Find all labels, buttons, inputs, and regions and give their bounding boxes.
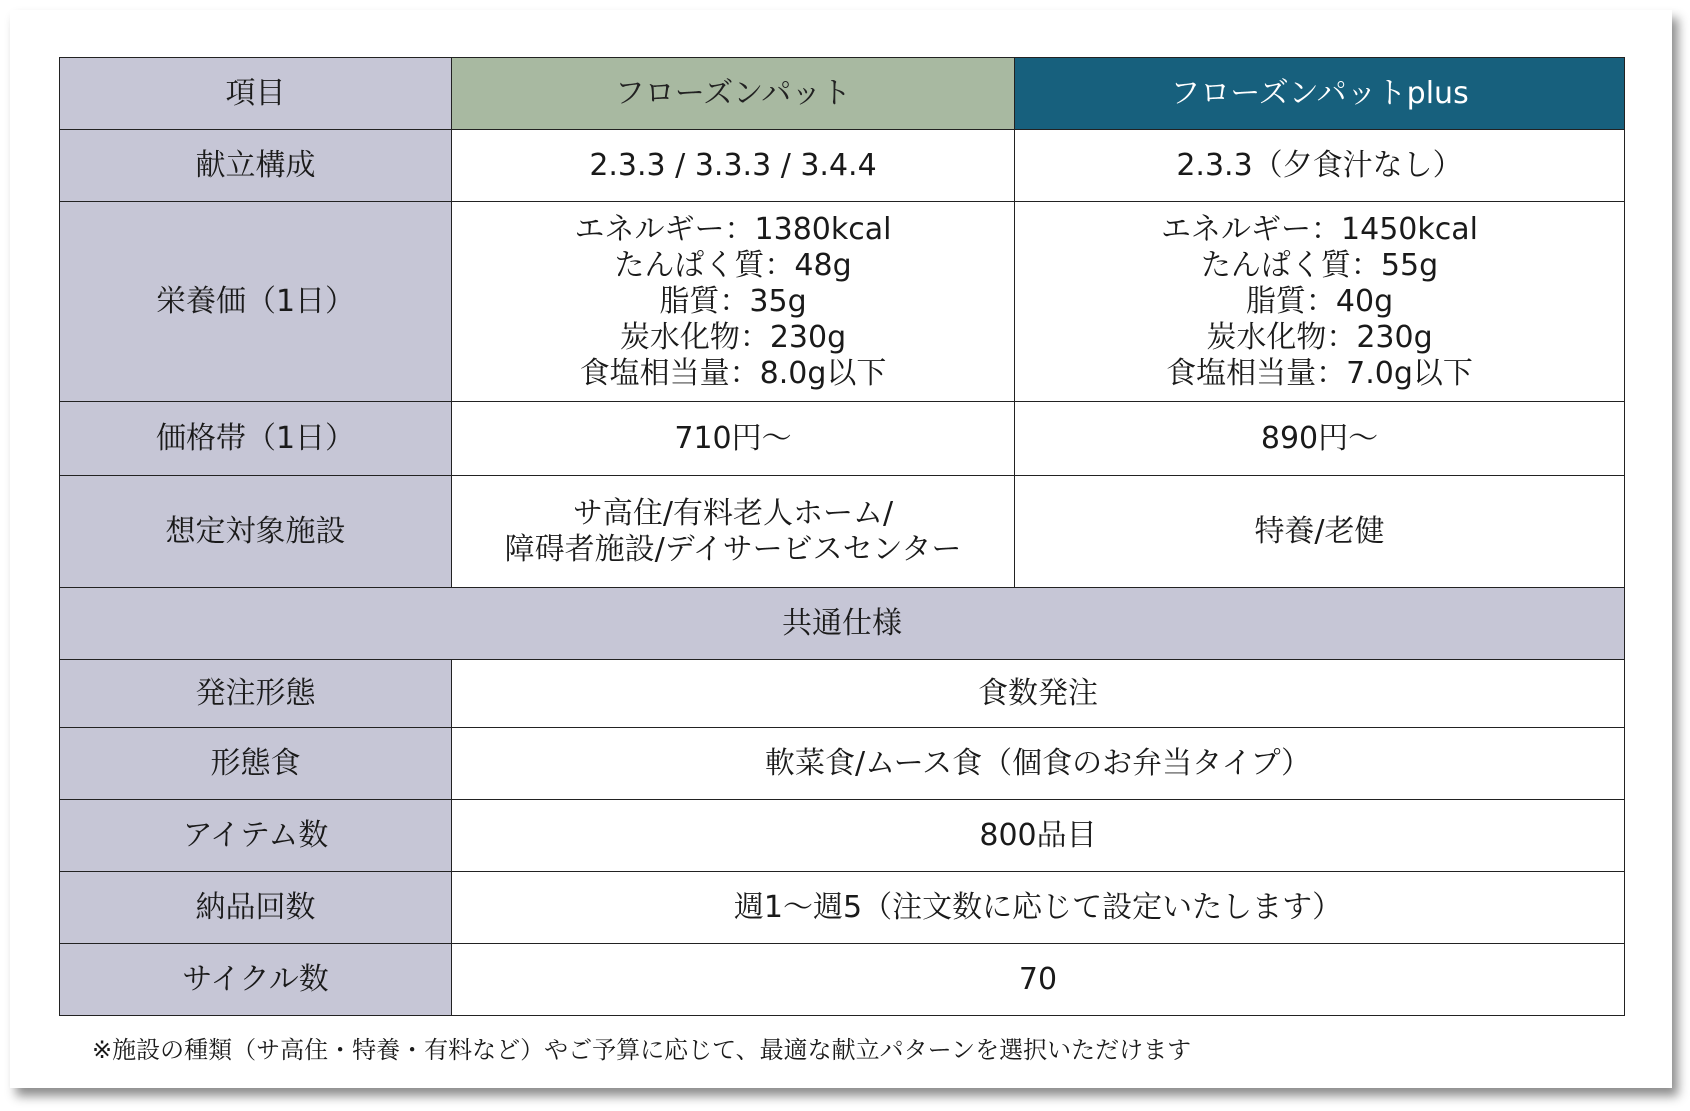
nutrition-row — [60, 202, 1625, 402]
ordering-label: 発注形態 — [60, 660, 452, 728]
delivery-value: 週1～週5（注文数に応じて設定いたします） — [452, 872, 1625, 944]
footnote: ※施設の種類（サ高住・特養・有料など）やご予算に応じて、最適な献立パターンを選択いただけます — [92, 1036, 1192, 1064]
product-comparison-table — [59, 57, 1625, 1016]
food-form-label: 形態食 — [60, 728, 452, 800]
menu-row — [60, 130, 1625, 202]
nutrition-b-protein: たんぱく質：55g — [1200, 247, 1439, 283]
menu-b: 2.3.3（夕食汁なし） — [1015, 130, 1625, 202]
facility-a-line-2: 障碍者施設/デイサービスセンター — [504, 531, 962, 567]
product-b-header: フローズンパットplus — [1015, 58, 1625, 130]
nutrition-label: 栄養価（1日） — [60, 202, 452, 402]
nutrition-b-salt: 食塩相当量：7.0g以下 — [1166, 355, 1473, 391]
price-b: 890円～ — [1015, 402, 1625, 476]
item-header: 項目 — [60, 58, 452, 130]
price-label: 価格帯（1日） — [60, 402, 452, 476]
cycle-value: 70 — [452, 944, 1625, 1016]
items-row — [60, 800, 1625, 872]
ordering-row — [60, 660, 1625, 728]
items-value: 800品目 — [452, 800, 1625, 872]
nutrition-b-fat: 脂質：40g — [1245, 283, 1394, 319]
facility-a — [452, 476, 1015, 588]
facility-label: 想定対象施設 — [60, 476, 452, 588]
food-form-value: 軟菜食/ムース食（個食のお弁当タイプ） — [452, 728, 1625, 800]
product-a-header: フローズンパット — [452, 58, 1015, 130]
facility-b: 特養/老健 — [1015, 476, 1625, 588]
facility-a-line-1: サ高住/有料老人ホーム/ — [572, 495, 894, 531]
common-spec-row — [60, 588, 1625, 660]
nutrition-b-carbs: 炭水化物：230g — [1206, 319, 1433, 355]
menu-label: 献立構成 — [60, 130, 452, 202]
cycle-row — [60, 944, 1625, 1016]
delivery-row — [60, 872, 1625, 944]
cycle-label: サイクル数 — [60, 944, 452, 1016]
food-form-row — [60, 728, 1625, 800]
ordering-value: 食数発注 — [452, 660, 1625, 728]
nutrition-a-energy: エネルギー：1380kcal — [574, 211, 892, 247]
price-row — [60, 402, 1625, 476]
nutrition-b — [1015, 202, 1625, 402]
nutrition-a — [452, 202, 1015, 402]
nutrition-a-protein: たんぱく質：48g — [614, 247, 852, 283]
nutrition-a-fat: 脂質：35g — [659, 283, 807, 319]
price-a: 710円～ — [452, 402, 1015, 476]
nutrition-b-energy: エネルギー：1450kcal — [1161, 211, 1478, 247]
facility-row — [60, 476, 1625, 588]
nutrition-a-carbs: 炭水化物：230g — [619, 319, 847, 355]
header-row — [60, 58, 1625, 130]
items-label: アイテム数 — [60, 800, 452, 872]
common-spec-title: 共通仕様 — [60, 588, 1625, 660]
nutrition-a-salt: 食塩相当量：8.0g以下 — [579, 355, 887, 391]
delivery-label: 納品回数 — [60, 872, 452, 944]
menu-a: 2.3.3 / 3.3.3 / 3.4.4 — [452, 130, 1015, 202]
